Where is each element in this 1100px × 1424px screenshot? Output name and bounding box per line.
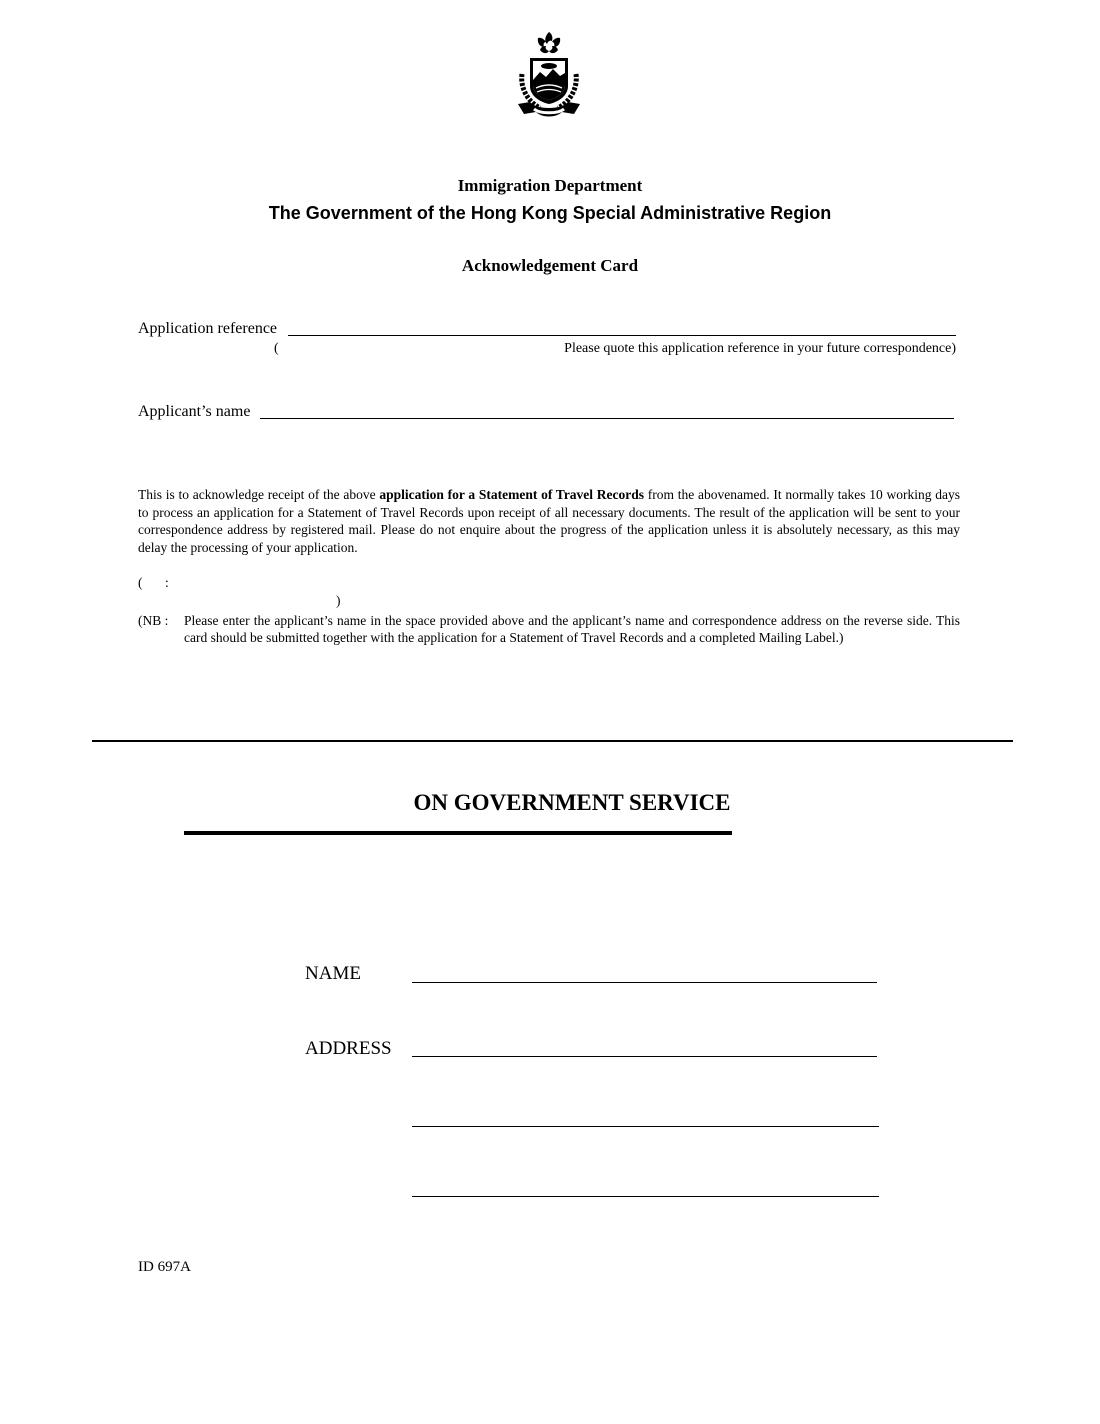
form-id: ID 697A — [138, 1259, 191, 1275]
mailing-address-line-2[interactable] — [412, 1126, 879, 1127]
application-reference-field[interactable] — [288, 335, 956, 336]
acknowledgement-paragraph: This is to acknowledge receipt of the above application for a Statement of Travel Records from the abovenamed. It normally takes 10 working days to process an application for a Statement of Travel Records upon receipt of all necessary documents. The result of the application will be sent to your correspondence address by registered mail. Please do not enquire about the progress of the application unless it is absolutely necessary, as this may delay the processing of your application. — [138, 487, 961, 555]
mailing-address-line-1[interactable] — [412, 1056, 877, 1057]
department-title: Immigration Department — [457, 176, 643, 195]
reference-note-open: ( — [274, 341, 279, 356]
heading-rule — [184, 831, 732, 835]
nb-text: Please enter the applicant’s name in the space provided above and the applicant’s name and correspondence address on the reverse side. This card should be submitted together with the application for a Statement of Travel Records and a completed Mailing Label.) — [184, 613, 960, 645]
nb-label: (NB : — [138, 613, 169, 628]
immigration-emblem-icon — [510, 30, 588, 122]
paren-colon: : — [165, 575, 169, 590]
reference-note: Please quote this application reference in your future correspondence) — [564, 341, 956, 356]
government-title: The Government of the Hong Kong Special Administrative Region — [268, 203, 832, 223]
on-government-service-heading: ON GOVERNMENT SERVICE — [413, 790, 731, 815]
applicant-name-field[interactable] — [260, 418, 954, 419]
paren-open: ( — [138, 575, 143, 590]
address-label: ADDRESS — [305, 1038, 392, 1059]
card-title: Acknowledgement Card — [461, 256, 639, 275]
mailing-address-line-3[interactable] — [412, 1196, 879, 1197]
section-divider — [92, 740, 1013, 742]
applicant-name-label: Applicant’s name — [138, 403, 251, 420]
mailing-name-field[interactable] — [412, 982, 877, 983]
paren-close: ) — [336, 593, 341, 608]
application-reference-label: Application reference — [138, 320, 278, 337]
name-label: NAME — [305, 963, 361, 984]
